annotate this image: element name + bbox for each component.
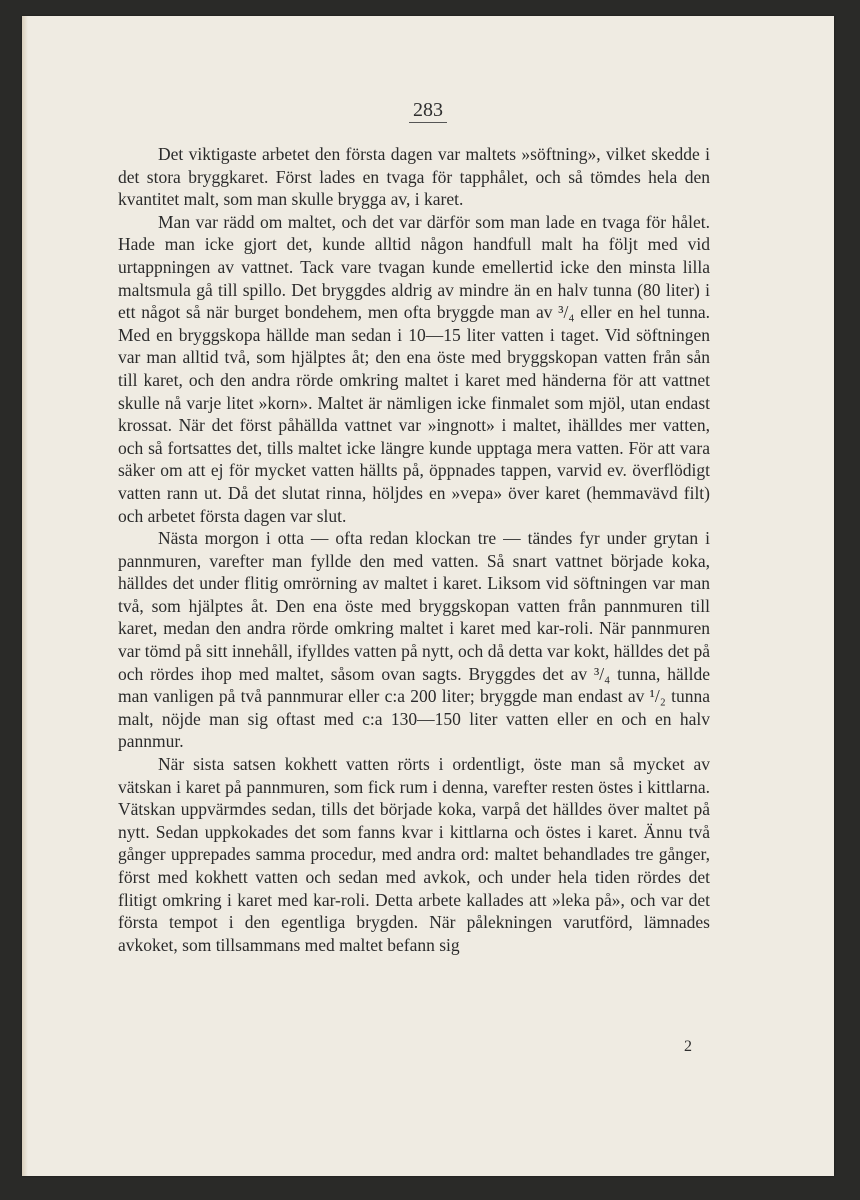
paragraph-2: Man var rädd om maltet, och det var därför som man lade en tvaga för hålet. Hade man icke gjort det, kunde alltid någon handfull malt ha följt med vid urtappningen av vattnet. Tack vare tvagan kunde emellertid icke den minsta lilla maltsmula gå till spillo. Det bryggdes aldrig av mindre än en halv tunna (80 liter) i ett något så när burget bondehem, men ofta bryggde man av ³/₄ eller en hel tunna. Med en bryggskopa hällde man sedan i 10—15 liter vatten i taget. Vid söftningen var man alltid två, som hjälptes åt; den ena öste med bryggskopan vatten från sån till karet, och den andra rörde omkring maltet i karet med händerna för att vattnet skulle nå varje litet »korn». Maltet är nämligen icke finmalet som mjöl, utan endast krossat. När det först påhällda vattnet var »ingnott» i maltet, ihälldes mer vatten, och så fortsattes det, tills maltet icke längre kunde upptaga mera vatten. För att vara säker om att ej för mycket vatten hällts på, öppnades tappen, varvid ev. överflödigt vatten rann ut. Då det slutat rinna, höljdes en »vepa» över karet (hemmavävd filt) och arbetet första dagen var slut. xyxy=(118,211,710,526)
page-number-text: 283 xyxy=(409,99,447,123)
page-edge xyxy=(22,16,28,1176)
body-text xyxy=(118,143,710,956)
signature-mark: 2 xyxy=(684,1038,692,1055)
paragraph-1: Det viktigaste arbetet den första dagen var maltets »söftning», vilket skedde i det stora bryggkaret. Först lades en tvaga för tapphålet, och så tömdes hela den kvantitet malt, som man skulle brygga av, i karet. xyxy=(118,144,710,210)
paragraph-4: När sista satsen kokhett vatten rörts i ordentligt, öste man så mycket av vätskan i karet på pannmuren, som fick rum i denna, varefter resten östes i kittlarna. Vätskan uppvärmdes sedan, tills det började koka, varpå det hälldes över maltet på nytt. Sedan uppkokades det som fanns kvar i kittlarna och östes i karet. Ännu två gånger upprepades samma procedur, med andra ord: maltet behandlades tre gånger, först med kokhett vatten och sedan med avkok, och under hela tiden rördes det flitigt omkring i karet med kar-roli. Detta arbete kallades att »leka på», och var det första tempot i den egentliga brygden. När pålekningen varutförd, lämnades avkoket, som tillsammans med maltet befann sig xyxy=(118,754,710,955)
paragraph-3: Nästa morgon i otta — ofta redan klockan tre — tändes fyr under grytan i pannmuren, varefter man fyllde den med vatten. Så snart vattnet började koka, hälldes det under flitig omrörning av maltet i karet. Liksom vid söftningen var man två, som hjälptes åt. Den ena öste med bryggskopan vatten från pannmuren till karet, medan den andra rörde omkring maltet i karet med kar-roli. När pannmuren var tömd på sitt innehåll, ifylldes vatten på nytt, och då detta var kokt, hälldes det på och rördes ihop med maltet, såsom ovan sagts. Bryggdes det av ³/₄ tunna, hällde man vanligen på två pannmurar eller c:a 200 liter; bryggde man endast av ¹/₂ tunna malt, nöjde man sig oftast med c:a 130—150 liter vatten eller en och en halv pannmur. xyxy=(118,528,710,752)
page-number xyxy=(22,99,834,122)
document-page xyxy=(22,16,834,1176)
